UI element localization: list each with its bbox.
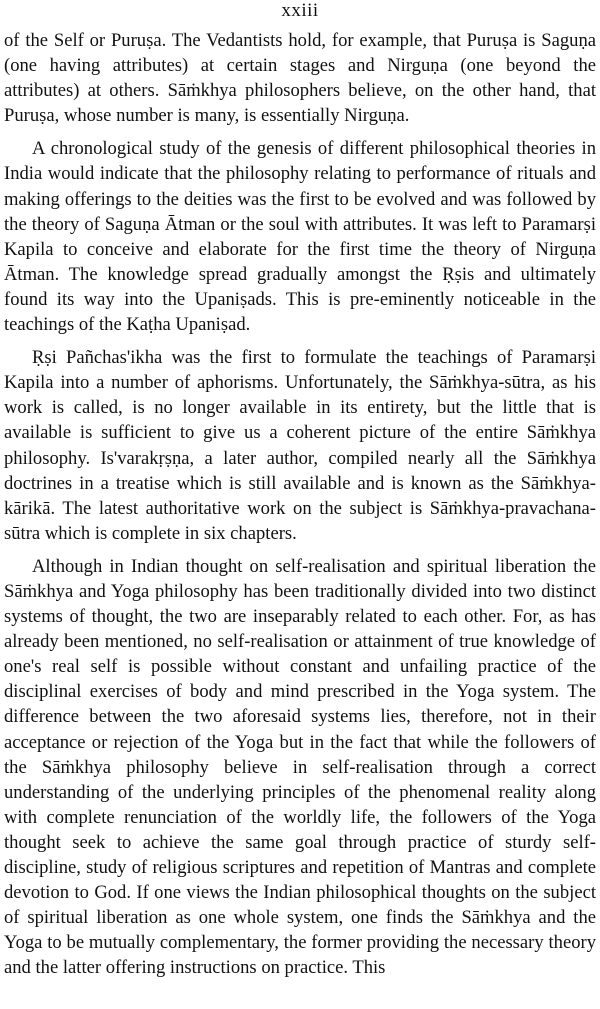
paragraph-continued: of the Self or Puruṣa. The Vedantists hold, for example, that Puruṣa is Saguṇa (one having attributes) at certain stages and Nirguṇa (one beyond the attributes) at others. Sāṁkhya philosophers believe, on the other hand, that Puruṣa, whose number is many, is essentially Nirguṇa. (4, 30, 596, 127)
paragraph-panchasikha: Ṛṣi Pañchas'ikha was the first to formulate the teachings of Paramarṣi Kapila into a number of aphorisms. Unfortunately, the Sāṁkhya-sūtra, as his work is called, is no longer available in its entirety, but the little that is available is sufficient to give us a coherent picture of the entire Sāṁkhya philosophy. Is'varakṛṣṇa, a later author, compiled nearly all the Sāṁkhya doctrines in a treatise which is still available and is known as the Sāṁkhya-kārikā. The latest authoritative work on the subject is Sāṁkhya-pravachana-sūtra which is complete in six chapters. (4, 347, 596, 544)
page-number: xxiii (281, 0, 319, 21)
paragraph-samkhya-yoga: Although in Indian thought on self-realisation and spiritual liberation the Sāṁkhya and Yoga philosophy has been traditionally divided into two distinct systems of thought, the two are inseparably related to each other. For, as has already been mentioned, no self-realisation or attainment of true knowledge of one's real self is possible without constant and unfailing practice of the disciplinal exercises of body and mind prescribed in the Yoga system. The difference between the two aforesaid systems lies, therefore, not in their acceptance or rejection of the Yoga but in the fact that while the followers of the Sāṁkhya philosophy believe in self-realisation through a correct understanding of the underlying principles of the phenomenal reality along with complete renunciation of the worldly life, the followers of the Yoga thought seek to achieve the same goal through practice of sturdy self-discipline, study of religious scriptures and repetition of Mantras and complete devotion to God. If one views the Indian philosophical thoughts on the subject of spiritual liberation as one whole system, one finds the Sāṁkhya and the Yoga to be mutually complementary, the former providing the necessary theory and the latter offering instructions on practice. This (4, 555, 596, 979)
body-text (4, 28, 596, 988)
paragraph-chronological-study: A chronological study of the genesis of different philosophical theories in India would indicate that the philosophy relating to performance of rituals and making offerings to the deities was the first to be evolved and was followed by the theory of Saguṇa Ātman or the soul with attributes. It was left to Paramarṣi Kapila to conceive and elaborate for the first time the theory of Nirguṇa Ātman. The knowledge spread gradually amongst the Ṛṣis and ultimately found its way into the Upaniṣads. This is pre-eminently noticeable in the teachings of the Kaṭha Upaniṣad. (4, 138, 596, 336)
